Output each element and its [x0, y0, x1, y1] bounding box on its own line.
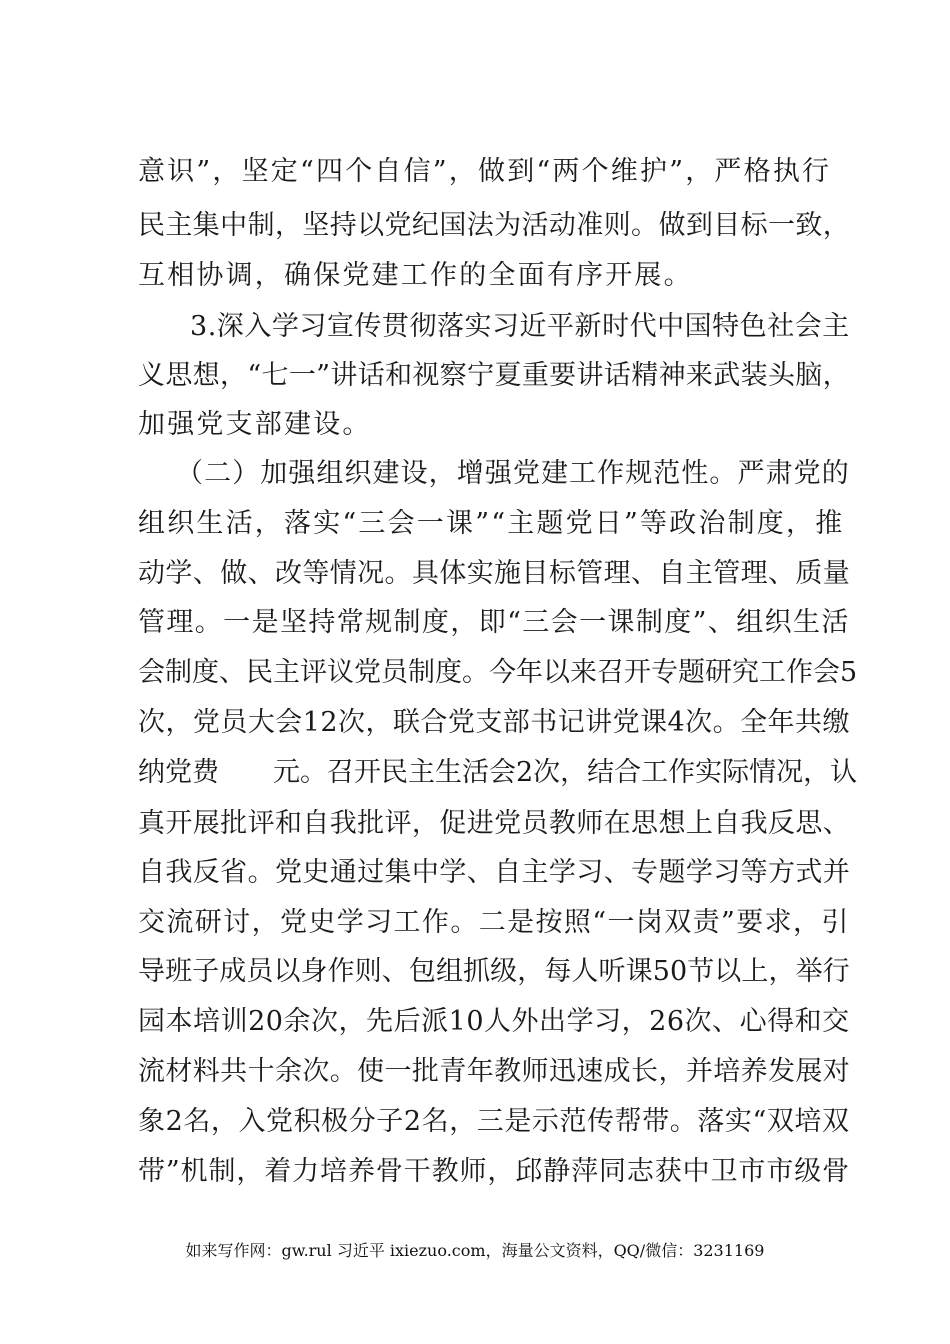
text-line: 民主集中制，坚持以党纪国法为活动准则。做到目标一致， — [138, 210, 851, 241]
text-line: 流材料共十余次。使一批青年教师迅速成长，并培养发展对 — [138, 1056, 851, 1087]
text-line: 管理。一是坚持常规制度，即“三会一课制度”、组织生活 — [138, 607, 850, 638]
text-line: 自我反省。党史通过集中学、自主学习、专题学习等方式并 — [138, 857, 851, 888]
watermark-footer: 如来写作网：gw.rul 习近平 ixiezuo.com，海量公文资料，QQ/微信：3231169 — [185, 1241, 765, 1260]
text-line: 交流研讨，党史学习工作。二是按照“一岗双责”要求，引 — [138, 907, 850, 938]
text-line: 互相协调，确保党建工作的全面有序开展。 — [138, 260, 693, 291]
text-line: （二）加强组织建设，增强党建工作规范性。严肃党的 — [176, 458, 850, 489]
text-line: 园本培训20余次，先后派10人外出学习，26次、心得和交 — [138, 1006, 850, 1037]
text-line: 带”机制，着力培养骨干教师，邱静萍同志获中卫市市级骨 — [138, 1156, 851, 1187]
text-line: 动学、做、改等情况。具体实施目标管理、自主管理、质量 — [138, 558, 851, 589]
text-line: 组织生活，落实“三会一课”“主题党日”等政治制度，推 — [138, 508, 845, 539]
text-line: 象2名，入党积极分子2名，三是示范传帮带。落实“双培双 — [138, 1106, 850, 1137]
text-line: 义思想，“七一”讲话和视察宁夏重要讲话精神来武装头脑， — [138, 360, 851, 391]
text-line: 次，党员大会12次，联合党支部书记讲党课4次。全年共缴 — [138, 707, 850, 738]
text-line: 加强党支部建设。 — [138, 409, 372, 440]
text-line: 真开展批评和自我批评，促进党员教师在思想上自我反思、 — [138, 808, 851, 839]
text-line: 会制度、民主评议党员制度。今年以来召开专题研究工作会5 — [138, 657, 858, 688]
text-line: 纳党费 元。召开民主生活会2次，结合工作实际情况，认 — [138, 757, 858, 788]
text-line: 3.深入学习宣传贯彻落实习近平新时代中国特色社会主 — [190, 311, 850, 342]
text-line: 意识”，坚定“四个自信”，做到“两个维护”，严格执行 — [138, 156, 832, 187]
text-line: 导班子成员以身作则、包组抓级，每人听课50节以上，举行 — [138, 956, 850, 987]
